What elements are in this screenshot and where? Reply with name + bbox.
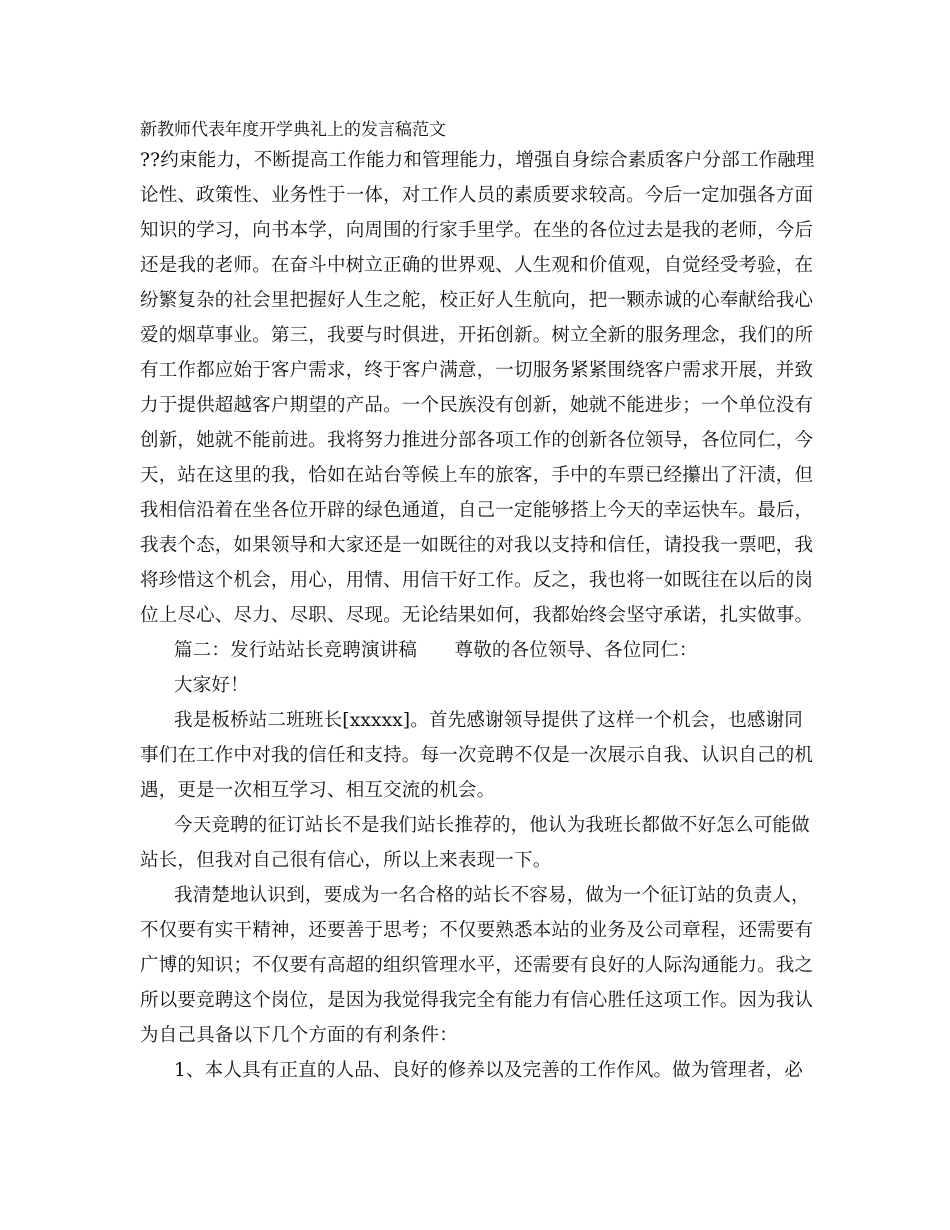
text-line: 1、本人具有正直的人品、良好的修养以及完善的工作作风。做为管理者，必 [174, 1060, 804, 1081]
text-line: 爱的烟草事业。第三，我要与时俱进，开拓创新。树立全新的服务理念，我们的所 [140, 325, 814, 346]
text-line: 我相信沿着在坐各位开辟的绿色通道，自己一定能够搭上今天的幸运快车。最后， [140, 500, 814, 521]
text-line: 创新，她就不能前进。我将努力推进分部各项工作的创新各位领导，各位同仁，今 [140, 430, 814, 451]
text-line: 还是我的老师。在奋斗中树立正确的世界观、人生观和价值观，自觉经受考验，在 [140, 255, 814, 276]
text-line: 有工作都应始于客户需求，终于客户满意，一切服务紧紧围绕客户需求开展，并致 [140, 360, 814, 381]
document-title: 新教师代表年度开学典礼上的发言稿范文 [140, 120, 446, 140]
greeting-line: 大家好！ [174, 675, 249, 696]
text-line: 站长，但我对自己很有信心，所以上来表现一下。 [140, 850, 552, 871]
section-heading: 篇二：发行站站长竞聘演讲稿 尊敬的各位领导、各位同仁： [174, 640, 698, 661]
text-line: 论性、政策性、业务性于一体，对工作人员的素质要求较高。今后一定加强各方面 [140, 185, 814, 206]
text-line: 纷繁复杂的社会里把握好人生之舵，校正好人生航向，把一颗赤诚的心奉献给我心 [140, 290, 814, 311]
text-line: 将珍惜这个机会，用心，用情、用信干好工作。反之，我也将一如既往在以后的岗 [140, 570, 814, 591]
text-line: 为自己具备以下几个方面的有利条件： [140, 1025, 458, 1046]
text-line: ??约束能力，不断提高工作能力和管理能力，增强自身综合素质客户分部工作融理 [140, 150, 815, 171]
text-line: 遇，更是一次相互学习、相互交流的机会。 [140, 780, 496, 801]
text-line: 事们在工作中对我的信任和支持。每一次竞聘不仅是一次展示自我、认识自己的机 [140, 745, 814, 766]
text-line: 知识的学习，向书本学，向周围的行家手里学。在坐的各位过去是我的老师，今后 [140, 220, 814, 241]
text-line: 我表个态，如果领导和大家还是一如既往的对我以支持和信任，请投我一票吧，我 [140, 535, 814, 556]
text-line: 所以要竞聘这个岗位，是因为我觉得我完全有能力有信心胜任这项工作。因为我认 [140, 990, 814, 1011]
text-line: 力于提供超越客户期望的产品。一个民族没有创新，她就不能进步；一个单位没有 [140, 395, 814, 416]
text-line: 天，站在这里的我，恰如在站台等候上车的旅客，手中的车票已经攥出了汗渍，但 [140, 465, 814, 486]
text-line: 我是板桥站二班班长[xxxxx]。首先感谢领导提供了这样一个机会，也感谢同 [174, 710, 804, 731]
text-line: 不仅要有实干精神，还要善于思考；不仅要熟悉本站的业务及公司章程，还需要有 [140, 920, 814, 941]
text-line: 今天竞聘的征订站长不是我们站长推荐的，他认为我班长都做不好怎么可能做 [174, 815, 810, 836]
text-line: 广博的知识；不仅要有高超的组织管理水平，还需要有良好的人际沟通能力。我之 [140, 955, 814, 976]
text-line: 位上尽心、尽力、尽职、尽现。无论结果如何，我都始终会坚守承诺，扎实做事。 [140, 605, 814, 626]
text-line: 我清楚地认识到，要成为一名合格的站长不容易，做为一个征订站的负责人， [174, 885, 810, 906]
